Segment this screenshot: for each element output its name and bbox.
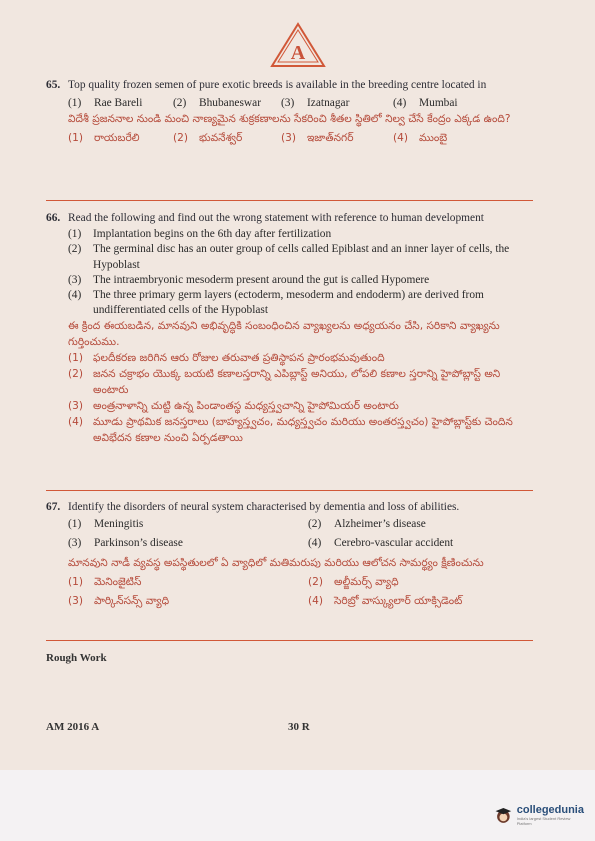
option-1-en[interactable]: (1) Rae Bareli	[68, 97, 143, 110]
option-3-en[interactable]: (3) Izatnagar	[281, 97, 350, 110]
rough-work-label: Rough Work	[46, 652, 107, 664]
option-3-en[interactable]: (3) The intraembryonic mesoderm present around the gut is called Hypomere	[68, 273, 430, 286]
question-number: 66.	[46, 212, 61, 224]
graduate-cap-icon	[494, 803, 513, 827]
option-2-te[interactable]: (2) అల్జీమర్స్ వ్యాధి	[308, 575, 399, 588]
option-2-en[interactable]: (2) Alzheimer’s disease	[308, 518, 426, 531]
question-divider	[46, 200, 533, 201]
option-4-en[interactable]: (4) The three primary germ layers (ectoderm, mesoderm and endoderm) are derived from undifferentiated cells of the Hypoblast	[68, 289, 484, 317]
triangle-marker-icon	[270, 22, 326, 68]
option-3-en[interactable]: (3) Parkinson’s disease	[68, 537, 183, 550]
question-65	[46, 78, 531, 146]
page-number: 30 R	[288, 721, 310, 733]
option-4-te[interactable]: (4) సెరిబ్రో వాస్క్యులార్ యాక్సిడెంట్	[308, 594, 463, 607]
series-letter: A	[290, 42, 306, 64]
question-number: 65.	[46, 79, 61, 91]
option-2-en[interactable]: (2) Bhubaneswar	[173, 97, 261, 110]
question-divider	[46, 640, 533, 641]
option-3-te[interactable]: (3) పార్కిన్‌సన్స్ వ్యాధి	[68, 594, 170, 607]
question-stem-te: ఈ క్రింద ఈయబడిన, మానవుని అభివృద్ధికి సంబంధించిన వ్యాఖ్యలను అధ్యయనం చేసి, సరికాని వ్యాఖ్యను గుర్తించుము.	[68, 320, 500, 349]
option-1-en[interactable]: (1) Meningitis	[68, 518, 144, 531]
watermark-brand: collegedunia	[516, 804, 584, 816]
option-4-en[interactable]: (4) Mumbai	[393, 97, 458, 110]
question-stem-te: మానవుని నాడీ వ్యవస్థ అపస్థితులలో ఏ వ్యాధిలో మతిమరుపు మరియు ఆలోచన సామర్థ్యం క్షీణించును	[68, 556, 484, 569]
option-3-te[interactable]: (3) అంత్రనాళాన్ని చుట్టి ఉన్న పిండాంతస్థ మధ్యస్త్వచాన్ని హైపోమియర్ అంటారు	[68, 400, 399, 413]
option-2-te[interactable]: (2) జనన చక్రాభం యొక్క బయటి కణాలస్తరాన్ని ఎపిబ్లాస్ట్ అనియు, లోపలి కణాల స్తరాన్ని హైపోబ్లాస్ట్ అని అంటారు	[68, 368, 501, 397]
question-stem-en: Top quality frozen semen of pure exotic breeds is available in the breeding centre located in	[68, 79, 487, 91]
option-2-te[interactable]: (2) భువనేశ్వర్	[173, 132, 243, 145]
option-1-te[interactable]: (1) మెనింజైటిస్	[68, 575, 142, 588]
question-67	[46, 500, 531, 609]
watermark-logo	[494, 800, 584, 830]
question-stem-en: Read the following and find out the wrong statement with reference to human development	[68, 212, 484, 224]
paper-code: AM 2016 A	[46, 721, 100, 733]
option-4-te[interactable]: (4) మూడు ప్రాథమిక జనస్తరాలు (బాహ్యస్త్వచం, మధ్యస్త్వచం మరియు అంతరస్త్వచం) హైపోబ్లాస్ట్‌కు చెందిన అవిభేదన కణాల నుంచి ఏర్పడతాయి	[68, 416, 513, 445]
option-4-te[interactable]: (4) ముంబై	[393, 132, 448, 145]
option-2-en[interactable]: (2) The germinal disc has an outer group of cells called Epiblast and an inner layer of cells, the Hypoblast	[68, 243, 510, 271]
option-1-te[interactable]: (1) ఫలదీకరణ జరిగిన ఆరు రోజుల తరువాత ప్రతిస్థాపన ప్రారంభమవుతుంది	[68, 352, 385, 365]
option-1-te[interactable]: (1) రాయబరేలి	[68, 132, 140, 145]
question-stem-en: Identify the disorders of neural system characterised by dementia and loss of abilities.	[68, 501, 460, 513]
option-4-en[interactable]: (4) Cerebro-vascular accident	[308, 537, 454, 550]
question-divider	[46, 490, 533, 491]
option-3-te[interactable]: (3) ఇజాత్‌నగర్	[281, 132, 354, 145]
booklet-series-marker	[270, 22, 326, 68]
question-66	[46, 211, 531, 446]
watermark-tagline: India's largest Student Review Platform	[516, 816, 571, 826]
question-number: 67.	[46, 501, 61, 513]
question-stem-te: విదేశీ ప్రజననాల నుండి మంచి నాణ్యమైన శుక్రకణాలను సేకరించి శీతల స్థితిలో నిల్వ చేసే కేంద్రం ఎక్కడ ఉంది?	[68, 113, 511, 126]
option-1-en[interactable]: (1) Implantation begins on the 6th day after fertilization	[68, 228, 332, 241]
